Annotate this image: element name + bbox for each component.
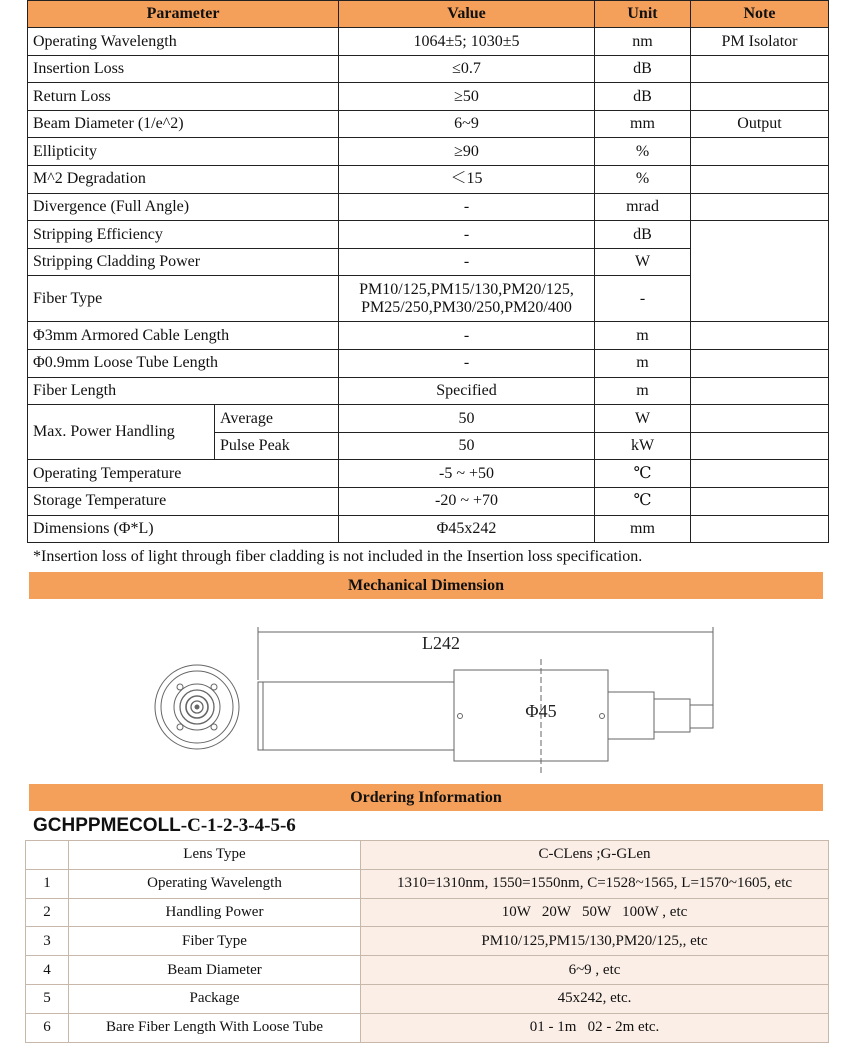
note-cell <box>691 487 829 515</box>
param-cell: Beam Diameter (1/e^2) <box>28 110 339 138</box>
table-row <box>28 349 829 377</box>
note-cell <box>691 405 829 433</box>
param-cell: Fiber Type <box>28 276 339 322</box>
order-value-cell: PM10/125,PM15/130,PM20/125,, etc <box>361 927 829 956</box>
value-cell: Φ45x242 <box>339 515 595 543</box>
table-row <box>28 322 829 350</box>
value-line: PM25/250,PM30/250,PM20/400 <box>361 298 572 316</box>
param-cell: Dimensions (Φ*L) <box>28 515 339 543</box>
table-row <box>28 487 829 515</box>
order-label-cell: Beam Diameter <box>69 956 361 985</box>
order-num-cell: 1 <box>26 869 69 898</box>
unit-cell: dB <box>595 83 691 111</box>
value-cell: ≤0.7 <box>339 55 595 83</box>
value-cell <box>339 276 595 322</box>
order-num-cell <box>26 841 69 870</box>
value-cell: ≥90 <box>339 138 595 166</box>
unit-cell: dB <box>595 221 691 249</box>
note-cell <box>691 349 829 377</box>
note-cell <box>691 55 829 83</box>
unit-cell: m <box>595 377 691 405</box>
value-cell: - <box>339 322 595 350</box>
table-row <box>28 515 829 543</box>
table-row <box>28 110 829 138</box>
param-cell: Fiber Length <box>28 377 339 405</box>
ordering-information-title: Ordering Information <box>29 784 823 811</box>
sub-param-cell: Average <box>215 405 339 433</box>
table-row <box>26 956 829 985</box>
diameter-label: Φ45 <box>525 701 557 721</box>
order-num-cell: 6 <box>26 1013 69 1042</box>
table-row <box>26 898 829 927</box>
param-cell: Max. Power Handling <box>28 405 215 460</box>
order-value-cell: 10W 20W 50W 100W , etc <box>361 898 829 927</box>
unit-cell: mrad <box>595 193 691 221</box>
mechanical-dimension-title: Mechanical Dimension <box>29 572 823 599</box>
header-parameter: Parameter <box>28 1 339 28</box>
value-cell: ≥50 <box>339 83 595 111</box>
value-cell: -5 ~ +50 <box>339 460 595 488</box>
param-cell: Storage Temperature <box>28 487 339 515</box>
unit-cell: ℃ <box>595 460 691 488</box>
header-value: Value <box>339 1 595 28</box>
param-cell: Φ0.9mm Loose Tube Length <box>28 349 339 377</box>
param-cell: Divergence (Full Angle) <box>28 193 339 221</box>
value-cell: ＜15 <box>339 165 595 193</box>
table-row <box>28 377 829 405</box>
note-cell <box>691 432 829 460</box>
param-cell: Ellipticity <box>28 138 339 166</box>
order-label-cell: Fiber Type <box>69 927 361 956</box>
note-cell <box>691 377 829 405</box>
unit-cell: dB <box>595 55 691 83</box>
order-num-cell: 2 <box>26 898 69 927</box>
note-cell: PM Isolator <box>691 28 829 56</box>
spec-table <box>27 0 829 543</box>
param-cell: M^2 Degradation <box>28 165 339 193</box>
unit-cell: % <box>595 138 691 166</box>
value-cell: -20 ~ +70 <box>339 487 595 515</box>
note-cell: Output <box>691 110 829 138</box>
ordering-header-row <box>26 841 829 870</box>
ordering-table <box>25 840 829 1043</box>
table-row <box>28 138 829 166</box>
length-label: L242 <box>422 633 460 653</box>
header-note: Note <box>691 1 829 28</box>
order-num-cell: 3 <box>26 927 69 956</box>
value-cell: - <box>339 349 595 377</box>
unit-cell: m <box>595 322 691 350</box>
order-code-suffix: -C-1-2-3-4-5-6 <box>180 815 296 836</box>
unit-cell: ℃ <box>595 487 691 515</box>
table-row <box>28 83 829 111</box>
unit-cell: W <box>595 405 691 433</box>
param-cell: Operating Wavelength <box>28 28 339 56</box>
length-dimension-line <box>258 627 713 705</box>
table-row <box>28 165 829 193</box>
order-label-cell: Bare Fiber Length With Loose Tube <box>69 1013 361 1042</box>
unit-cell: mm <box>595 110 691 138</box>
note-cell <box>691 83 829 111</box>
sub-param-cell: Pulse Peak <box>215 432 339 460</box>
note-cell <box>691 165 829 193</box>
unit-cell: mm <box>595 515 691 543</box>
order-value-cell: 45x242, etc. <box>361 984 829 1013</box>
table-row <box>26 927 829 956</box>
note-cell <box>691 322 829 350</box>
table-row <box>26 1013 829 1042</box>
value-cell: 6~9 <box>339 110 595 138</box>
param-cell: Stripping Cladding Power <box>28 248 339 276</box>
order-value-cell: C-CLens ;G-GLen <box>361 841 829 870</box>
order-label-cell: Operating Wavelength <box>69 869 361 898</box>
note-cell <box>691 193 829 221</box>
order-value-cell: 6~9 , etc <box>361 956 829 985</box>
order-label-cell: Handling Power <box>69 898 361 927</box>
table-row <box>28 193 829 221</box>
unit-cell: - <box>595 276 691 322</box>
value-cell: 50 <box>339 432 595 460</box>
value-cell: 50 <box>339 405 595 433</box>
table-row <box>26 984 829 1013</box>
value-cell: - <box>339 221 595 249</box>
table-row <box>28 28 829 56</box>
order-num-cell: 4 <box>26 956 69 985</box>
unit-cell: W <box>595 248 691 276</box>
unit-cell: m <box>595 349 691 377</box>
unit-cell: nm <box>595 28 691 56</box>
param-cell: Stripping Efficiency <box>28 221 339 249</box>
order-code-base: GCHPPMECOLL <box>33 815 181 836</box>
table-row <box>28 405 829 433</box>
end-view-circles <box>155 665 239 749</box>
param-cell: Return Loss <box>28 83 339 111</box>
order-value-cell: 01 - 1m 02 - 2m etc. <box>361 1013 829 1042</box>
value-cell: 1064±5; 1030±5 <box>339 28 595 56</box>
note-cell <box>691 138 829 166</box>
order-label-cell: Lens Type <box>69 841 361 870</box>
mechanical-drawing <box>150 615 730 775</box>
unit-cell: % <box>595 165 691 193</box>
note-cell <box>691 515 829 543</box>
order-num-cell: 5 <box>26 984 69 1013</box>
param-cell: Insertion Loss <box>28 55 339 83</box>
value-cell: - <box>339 248 595 276</box>
value-line: PM10/125,PM15/130,PM20/125, <box>359 281 574 299</box>
table-row <box>26 869 829 898</box>
table-row <box>28 221 829 249</box>
header-unit: Unit <box>595 1 691 28</box>
spec-header-row <box>28 1 829 28</box>
table-row <box>28 460 829 488</box>
note-cell <box>691 221 829 322</box>
collimator-body <box>258 670 713 761</box>
footnote: *Insertion loss of light through fiber cladding is not included in the Insertion loss specification. <box>33 548 643 565</box>
order-label-cell: Package <box>69 984 361 1013</box>
order-value-cell: 1310=1310nm, 1550=1550nm, C=1528~1565, L=1570~1605, etc <box>361 869 829 898</box>
order-code <box>33 815 296 837</box>
table-row <box>28 55 829 83</box>
value-cell: Specified <box>339 377 595 405</box>
param-cell: Operating Temperature <box>28 460 339 488</box>
value-cell: - <box>339 193 595 221</box>
unit-cell: kW <box>595 432 691 460</box>
note-cell <box>691 460 829 488</box>
param-cell: Φ3mm Armored Cable Length <box>28 322 339 350</box>
